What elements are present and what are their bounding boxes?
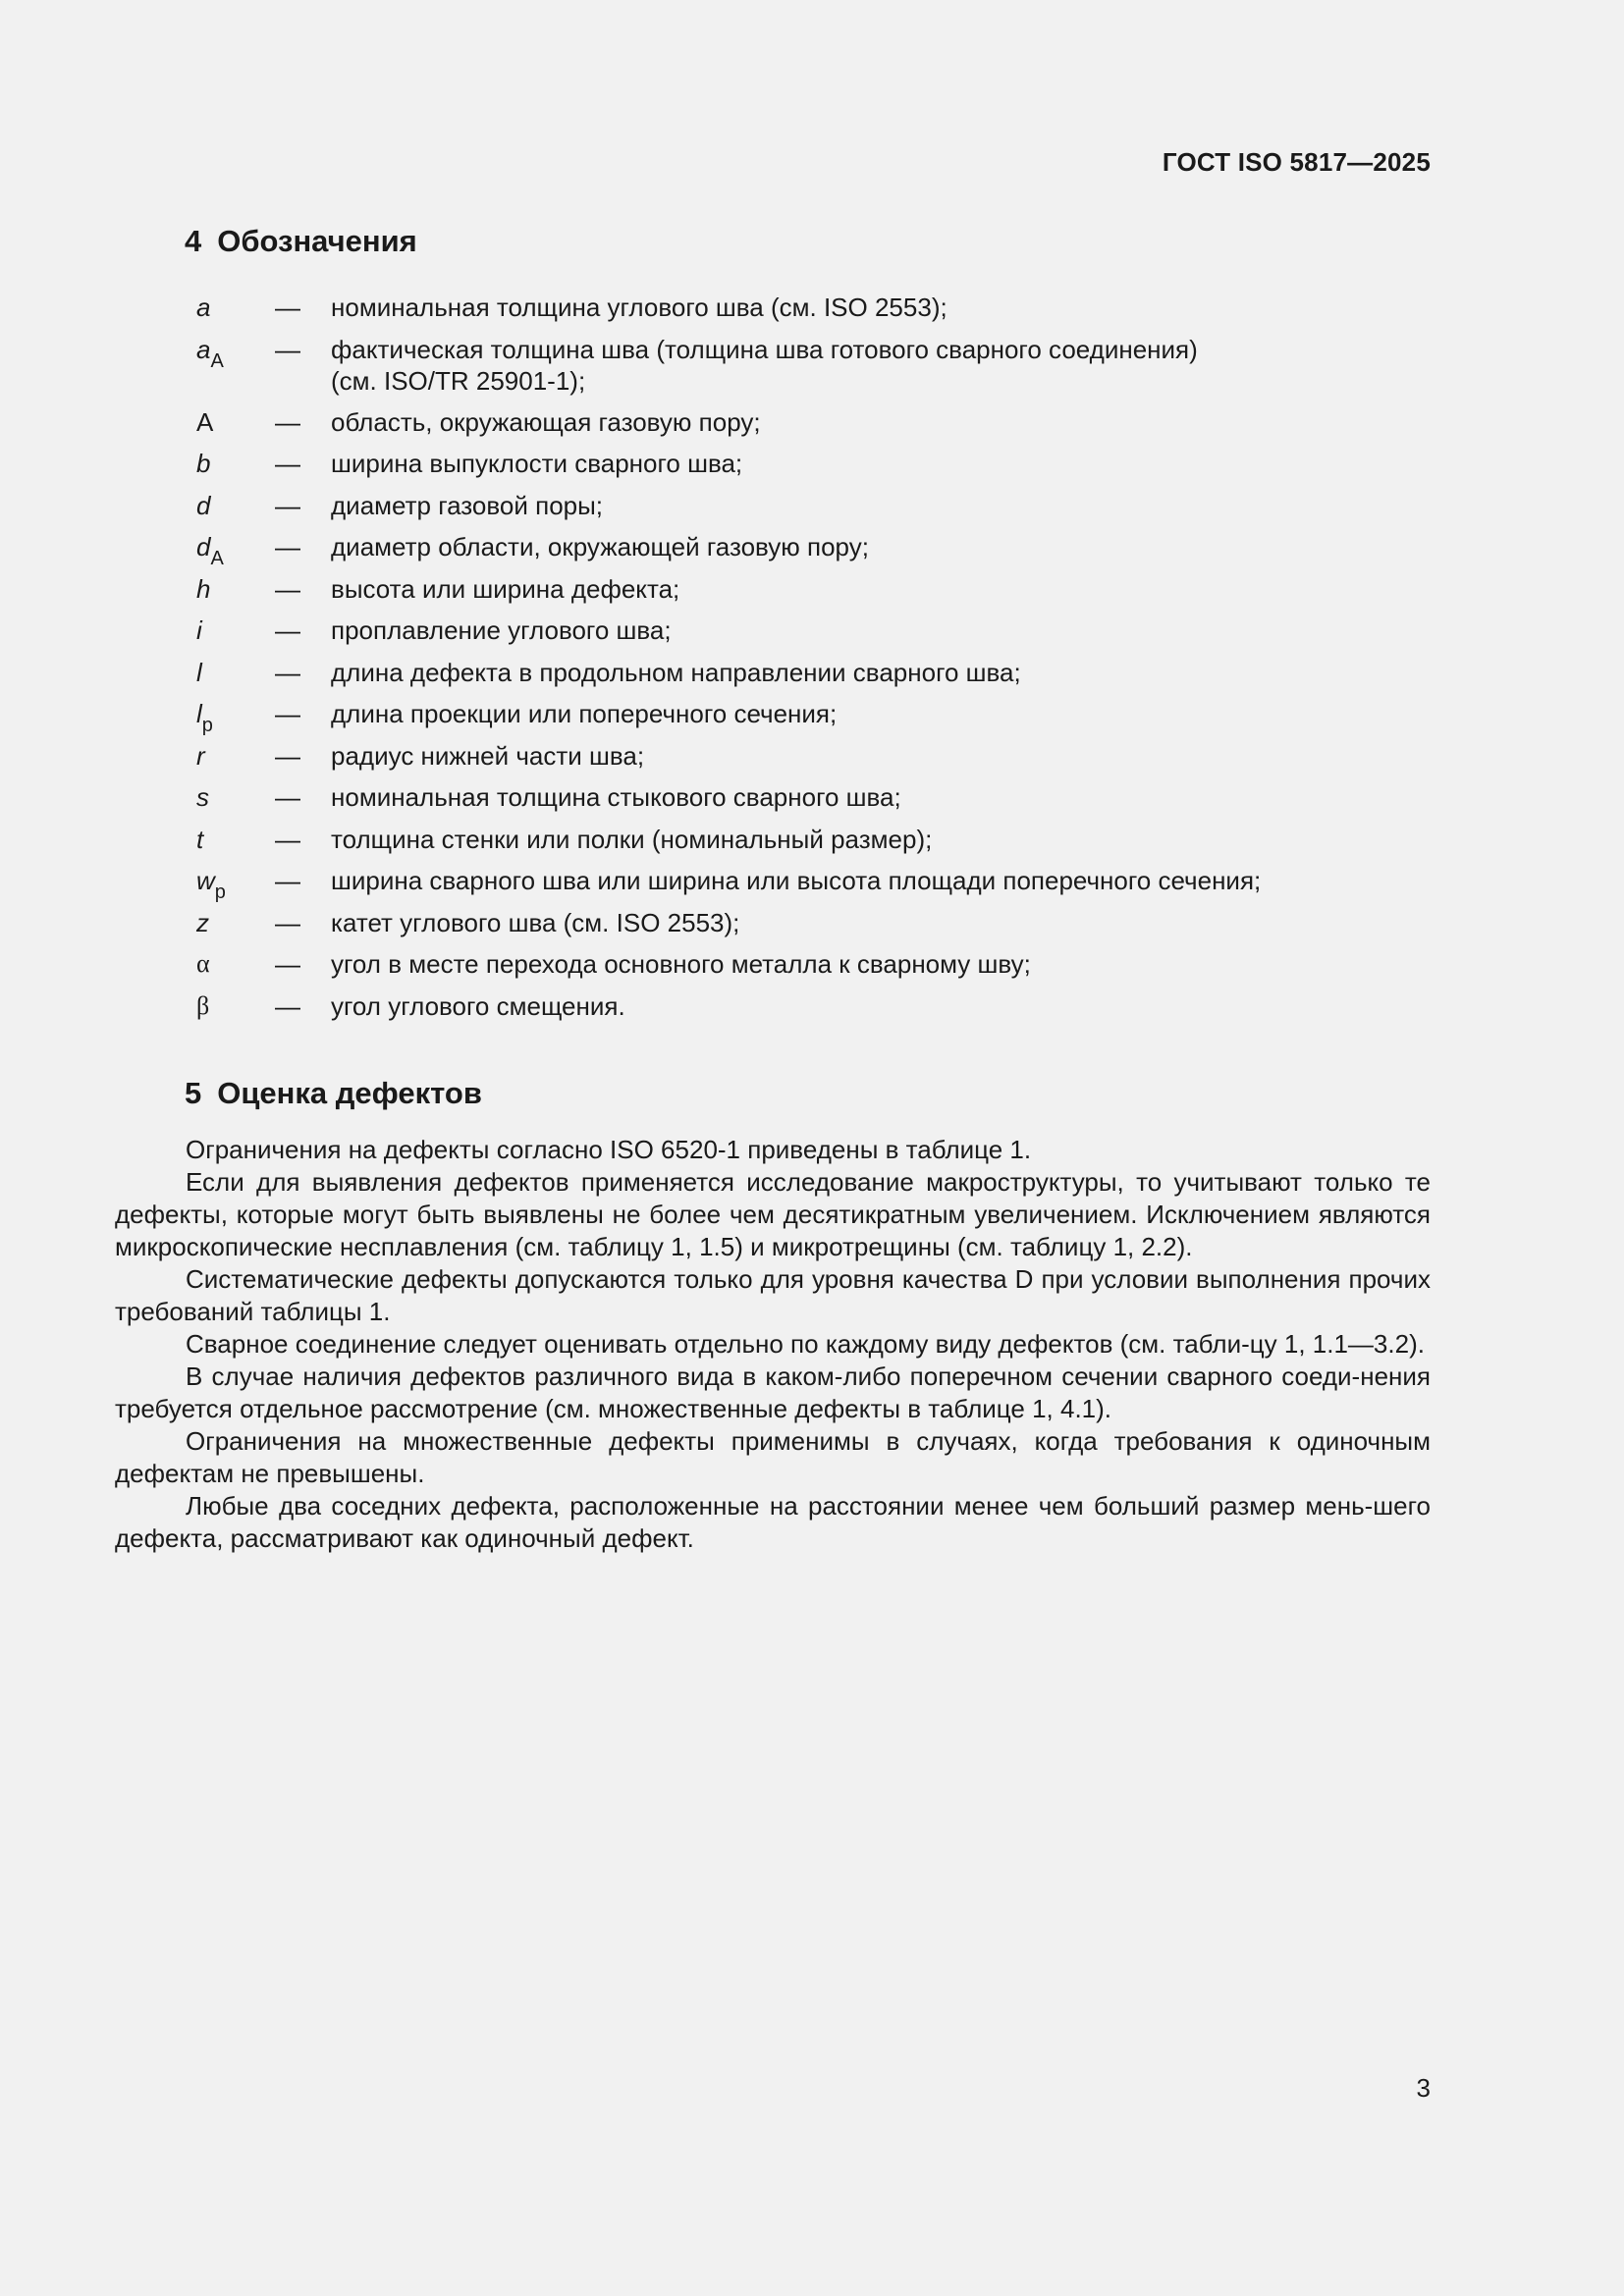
section-title: Оценка дефектов (217, 1076, 482, 1110)
symbol (196, 573, 265, 605)
symbol (196, 824, 265, 855)
symbol-subscript: A (210, 349, 224, 372)
symbol-letter: l (196, 699, 202, 728)
section-title: Обозначения (217, 224, 417, 258)
symbol (196, 448, 265, 479)
symbol-subscript: A (210, 548, 224, 569)
em-dash: — (275, 907, 300, 937)
em-dash: — (275, 949, 300, 979)
symbol-row (196, 614, 1434, 646)
symbol-description: номинальная толщина стыкового сварного шва; (331, 782, 901, 812)
symbol-row (196, 990, 1434, 1022)
document-number: ГОСТ ISO 5817—2025 (1162, 147, 1431, 177)
em-dash: — (275, 699, 300, 728)
symbol-description: длина проекции или поперечного сечения; (331, 699, 838, 728)
symbol-row (196, 740, 1434, 772)
symbol-row (196, 531, 1434, 569)
symbol-letter: w (196, 866, 215, 895)
symbol-letter: z (196, 907, 209, 937)
section-number: 5 (185, 1076, 202, 1110)
paragraph: Ограничения на дефекты согласно ISO 6520-1 приведены в таблице 1. (186, 1135, 1032, 1164)
symbol-row (196, 448, 1434, 479)
symbol-row (196, 865, 1434, 903)
em-dash: — (275, 573, 300, 604)
symbol-row (196, 824, 1434, 855)
symbol-description: диаметр области, окружающей газовую пору; (331, 532, 869, 561)
symbol-letter: d (196, 532, 211, 561)
em-dash: — (275, 657, 300, 687)
symbol-row (196, 698, 1434, 736)
symbol-description: угол углового смещения. (331, 990, 625, 1021)
symbol-subscript: p (214, 881, 226, 903)
symbol-description: угол в месте перехода основного металла к сварному шву; (331, 949, 1031, 979)
section-5-heading (185, 1076, 482, 1111)
symbol-letter: l (196, 657, 202, 687)
symbol (196, 334, 265, 372)
symbol (196, 781, 265, 813)
em-dash: — (275, 490, 300, 520)
symbol-letter: d (196, 490, 211, 520)
symbol (196, 907, 265, 938)
symbol (196, 698, 265, 736)
symbol-subscript: p (201, 715, 213, 736)
symbol-description: толщина стенки или полки (номинальный размер); (331, 824, 933, 854)
symbol-description: ширина сварного шва или ширина или высота площади поперечного сечения; (331, 866, 1262, 895)
em-dash: — (275, 532, 300, 561)
em-dash: — (275, 449, 300, 478)
symbol-row (196, 907, 1434, 938)
paragraph: Сварное соединение следует оценивать отдельно по каждому виду дефектов (см. табли-цу 1, 1.1—3.2). (186, 1329, 1425, 1359)
symbols-list (196, 292, 1434, 1032)
symbol-description: длина дефекта в продольном направлении сварного шва; (331, 657, 1021, 687)
symbol-description: высота или ширина дефекта; (331, 573, 680, 604)
symbol-letter: i (196, 615, 202, 645)
symbol-row (196, 334, 1434, 397)
em-dash: — (275, 293, 300, 322)
symbol-description: область, окружающая газовую пору; (331, 406, 761, 437)
em-dash: — (275, 334, 300, 364)
section-number: 4 (185, 224, 202, 258)
symbol-letter: α (196, 949, 210, 978)
symbol-row (196, 490, 1434, 521)
symbol-row (196, 948, 1434, 980)
symbol-row (196, 292, 1434, 323)
symbol-letter: A (196, 406, 214, 437)
symbol-description: диаметр газовой поры; (331, 490, 604, 520)
symbol-description: проплавление углового шва; (331, 615, 672, 645)
symbol-letter: t (196, 824, 204, 854)
symbol-row (196, 406, 1434, 438)
symbol-description: фактическая толщина шва (толщина шва готового сварного соединения) (331, 334, 1198, 364)
symbol-description: радиус нижней части шва; (331, 740, 645, 771)
symbol (196, 948, 265, 980)
symbol (196, 406, 265, 438)
symbol-description-continued: (см. ISO/TR 25901-1); (331, 365, 586, 396)
symbol (196, 740, 265, 772)
symbol-description: ширина выпуклости сварного шва; (331, 449, 743, 478)
symbol-row (196, 781, 1434, 813)
section-4-heading (185, 224, 417, 259)
paragraph: В случае наличия дефектов различного вида в каком-либо поперечном сечении сварного соеди-нения требуется отдельное рассмотрение (см. множественные дефекты в таблице 1, 4.1). (115, 1362, 1431, 1423)
em-dash: — (275, 782, 300, 812)
em-dash: — (275, 615, 300, 645)
paragraph: Любые два соседних дефекта, расположенные на расстоянии менее чем больший размер мень-шего дефекта, рассматривают как одиночный дефект. (115, 1491, 1431, 1553)
page-number: 3 (1416, 2073, 1431, 2103)
em-dash: — (275, 406, 300, 437)
symbol-letter: a (196, 334, 211, 364)
symbol (196, 614, 265, 646)
paragraph: Ограничения на множественные дефекты применимы в случаях, когда требования к одиночным дефектам не превышены. (115, 1426, 1431, 1488)
em-dash: — (275, 740, 300, 771)
symbol (196, 657, 265, 688)
paragraph: Если для выявления дефектов применяется исследование макроструктуры, то учитывают только те дефекты, которые могут быть выявлены не более чем десятикратным увеличением. Исключением являются микроскопические несплавления (см. таблицу 1, 1.5) и микротрещины (см. таблицу 1, 2.2). (115, 1167, 1431, 1261)
symbol (196, 531, 265, 569)
symbol-row (196, 573, 1434, 605)
symbol-letter: β (196, 990, 210, 1020)
symbol-description: катет углового шва (см. ISO 2553); (331, 907, 740, 937)
symbol (196, 490, 265, 521)
em-dash: — (275, 824, 300, 854)
symbol-description: номинальная толщина углового шва (см. ISO 2553); (331, 293, 947, 322)
symbol-letter: s (196, 782, 209, 812)
em-dash: — (275, 866, 300, 895)
symbol (196, 865, 265, 903)
section-5-body (115, 1134, 1431, 1555)
em-dash: — (275, 990, 300, 1021)
symbol (196, 292, 265, 323)
symbol-letter: b (196, 449, 211, 478)
symbol (196, 990, 265, 1022)
symbol-letter: r (196, 740, 205, 771)
symbol-row (196, 657, 1434, 688)
paragraph: Систематические дефекты допускаются только для уровня качества D при условии выполнения прочих требований таблицы 1. (115, 1264, 1431, 1326)
symbol-letter: a (196, 293, 211, 322)
symbol-letter: h (196, 573, 211, 604)
